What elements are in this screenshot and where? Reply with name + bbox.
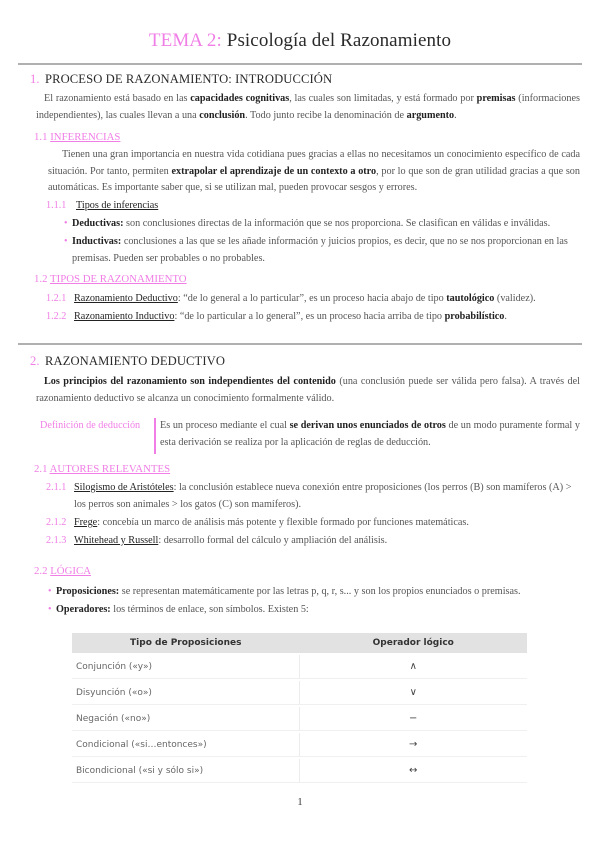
table-row — [72, 655, 527, 679]
subsection-heading-1-1 — [34, 131, 120, 143]
bold-term: premisas — [476, 93, 516, 104]
item-text: . — [504, 311, 507, 322]
subsection-number: 1.1 — [34, 131, 48, 143]
bold-term: Los principios del razonamiento son independientes del contenido — [44, 376, 336, 387]
table-row — [72, 759, 527, 783]
page-number: 1 — [297, 797, 303, 808]
subsection-heading-1-2 — [34, 273, 187, 285]
bold-term: capacidades cognitivas — [190, 93, 290, 104]
text: de un modo puramente formal y esta derivación se realiza por la aplicación de reglas de deducción. — [160, 420, 580, 448]
bold-term: argumento — [406, 109, 455, 121]
bullet-term: Operadores: — [56, 604, 111, 615]
column-header: Tipo de Proposiciones — [72, 633, 300, 653]
section-heading-1 — [30, 72, 332, 87]
operator-symbol: → — [300, 733, 528, 757]
bullet-term: Proposiciones: — [56, 586, 120, 597]
text: , las cuales son limitadas, y está formado por — [289, 93, 477, 104]
item-text: : concebía un marco de análisis más potente y flexible formado por funciones matemáticas. — [97, 517, 469, 528]
subsection-title: AUTORES RELEVANTES — [49, 463, 171, 475]
heading-number: 1.1.1 — [46, 200, 67, 211]
bold-term: conclusión — [199, 109, 246, 121]
subsection-title: INFERENCIAS — [50, 131, 121, 143]
item-number: 2.1.1 — [46, 482, 67, 493]
bullet-icon: • — [48, 604, 52, 615]
subsection-title: LÓGICA — [50, 565, 91, 577]
item-text: : desarrollo formal del cálculo y ampliación del análisis. — [158, 535, 388, 546]
table-row — [72, 681, 527, 705]
section-heading-2 — [30, 354, 225, 369]
bullet-text: conclusiones a las que se les añade información y juicios propios, es decir, que no se nos proporcionan en las premisas. Pueden ser probables o no probables. — [72, 236, 568, 264]
table-row — [72, 733, 527, 757]
divider — [18, 63, 582, 65]
bullet-deductivas — [64, 216, 580, 233]
section1-intro — [36, 91, 580, 124]
heading-title: Tipos de inferencias — [76, 200, 159, 211]
text: . — [454, 109, 457, 121]
item-text: (validez). — [494, 293, 536, 304]
section2-intro — [36, 374, 580, 407]
inferencias-paragraph — [48, 147, 580, 197]
text: , por lo que son de gran utilidad gracias a que son automáticas. Es importante saber que, si se utilizan mal, pueden provocar sesgos y errores. — [48, 165, 580, 193]
proposition-type: Bicondicional («si y sólo si») — [72, 759, 300, 783]
item-2-1-1 — [46, 480, 580, 513]
text: Tienen una gran importancia en nuestra vida cotidiana pues gracias a ellas no necesitamos un conocimiento específico de cada situación. Por tanto, permiten — [48, 149, 580, 177]
proposition-type: Disyunción («o») — [72, 681, 300, 705]
item-number: 1.2.2 — [46, 311, 67, 322]
proposition-type: Conjunción («y») — [72, 655, 300, 679]
subsection-number: 1.2 — [34, 273, 48, 285]
definition-box — [40, 418, 580, 454]
item-term: Frege — [74, 517, 98, 528]
section-number: 2. — [30, 354, 40, 368]
item-2-1-2 — [46, 515, 580, 532]
subsection-heading-2-2 — [34, 565, 91, 577]
item-number: 1.2.1 — [46, 293, 67, 304]
section-title: PROCESO DE RAZONAMIENTO: INTRODUCCIÓN — [45, 72, 333, 86]
item-1-2-2 — [46, 309, 580, 326]
item-number: 2.1.3 — [46, 535, 67, 546]
bold-term: probabilístico — [444, 311, 505, 322]
operator-symbol: − — [300, 707, 528, 731]
operator-symbol: ∨ — [300, 681, 528, 705]
bullet-text: los términos de enlace, son símbolos. Existen 5: — [110, 604, 309, 615]
item-2-1-3 — [46, 533, 580, 550]
page-title — [0, 30, 600, 52]
proposition-type: Condicional («si…entonces») — [72, 733, 300, 757]
text: (una conclusión puede ser válida pero falsa). A través del razonamiento deductivo se alcanza un conocimiento formalmente válido. — [36, 376, 580, 404]
subsection-title: TIPOS DE RAZONAMIENTO — [50, 273, 187, 285]
item-term: Razonamiento Inductivo — [74, 311, 175, 322]
subsection-number: 2.1 — [34, 463, 48, 475]
divider — [18, 343, 582, 345]
bullet-icon: • — [64, 236, 68, 247]
bullet-proposiciones — [48, 584, 580, 601]
item-text: : la conclusión establece nueva conexión entre proposiciones (los perros (B) son mamíferos (A) > los perros son animales > los gatos (C) son mamíferos). — [74, 482, 572, 510]
subsection-number: 2.2 — [34, 565, 48, 577]
bullet-icon: • — [48, 586, 52, 597]
section-title: RAZONAMIENTO DEDUCTIVO — [45, 354, 226, 368]
operator-symbol: ∧ — [300, 655, 528, 679]
item-term: Silogismo de Aristóteles — [74, 482, 174, 493]
table-row — [72, 707, 527, 731]
text: . Todo junto recibe la denominación de — [245, 109, 407, 121]
item-number: 2.1.2 — [46, 517, 67, 528]
bullet-term: Inductivas: — [72, 236, 122, 247]
bullet-operadores — [48, 602, 580, 619]
section-number: 1. — [30, 72, 40, 86]
bold-term: extrapolar el aprendizaje de un contexto a otro — [171, 165, 377, 177]
proposition-type: Negación («no») — [72, 707, 300, 731]
item-term: Whitehead y Russell — [74, 535, 159, 546]
title-main: Psicología del Razonamiento — [221, 30, 452, 51]
item-1-2-1 — [46, 291, 580, 308]
logical-operators-table — [72, 631, 527, 785]
column-header: Operador lógico — [300, 633, 528, 653]
definition-text — [160, 418, 580, 451]
definition-label: Definición de deducción — [40, 420, 141, 431]
operator-symbol: ↔ — [300, 759, 528, 783]
text: Es un proceso mediante el cual — [160, 420, 290, 431]
text: (informaciones independientes), las cuales llevan a una — [36, 93, 580, 121]
bold-term: tautológico — [446, 293, 495, 304]
subsection-heading-2-1 — [34, 463, 170, 475]
title-prefix: TEMA 2: — [148, 30, 222, 51]
bullet-term: Deductivas: — [72, 218, 124, 229]
item-text: : “de lo general a lo particular”, es un proceso hacia abajo de tipo — [177, 293, 447, 304]
heading-1-1-1 — [46, 200, 158, 211]
bold-term: se derivan unos enunciados de otros — [289, 420, 446, 431]
bullet-inductivas — [64, 234, 572, 267]
bullet-icon: • — [64, 218, 68, 229]
text: El razonamiento está basado en las — [44, 93, 191, 104]
item-term: Razonamiento Deductivo — [74, 293, 178, 304]
definition-accent-bar — [154, 418, 156, 454]
table-header-row — [72, 633, 527, 653]
bullet-text: se representan matemáticamente por las letras p, q, r, s... y son los propios enunciados o premisas. — [119, 586, 521, 597]
bullet-text: son conclusiones directas de la información que se nos proporciona. Se clasifican en válidas e inválidas. — [123, 218, 551, 229]
item-text: : “de lo particular a lo general”, es un proceso hacia arriba de tipo — [174, 311, 445, 322]
